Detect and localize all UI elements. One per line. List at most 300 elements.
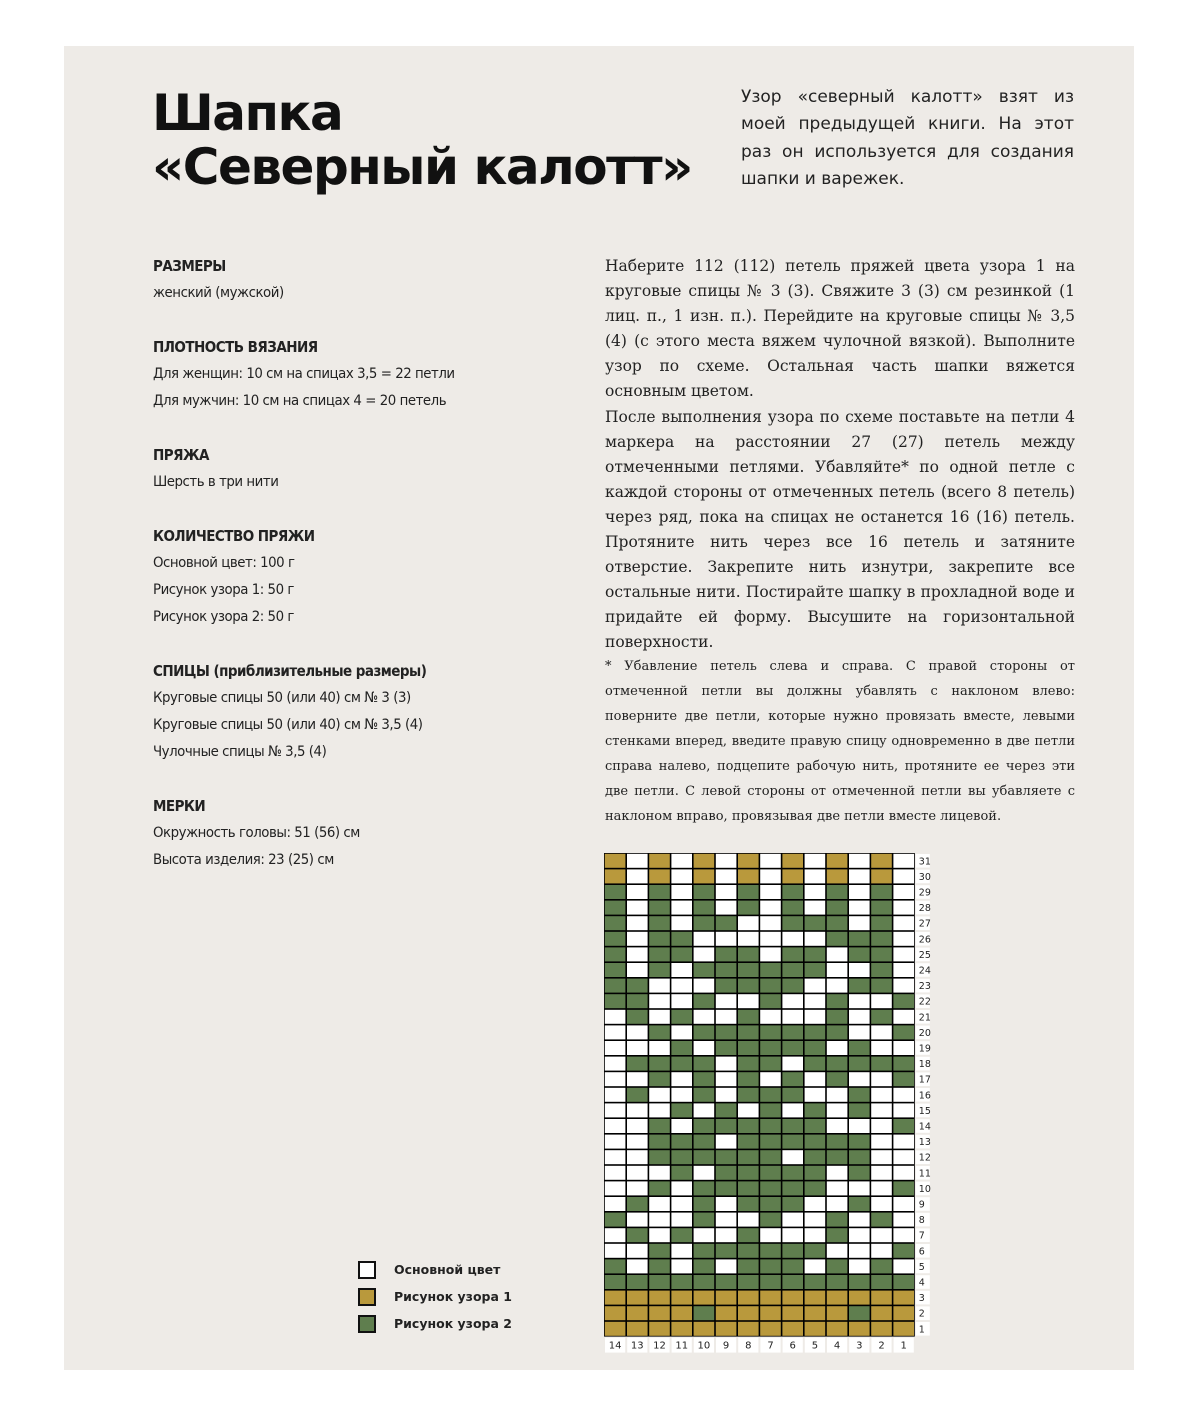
- chart-cell: [760, 1197, 781, 1211]
- chart-cell: [627, 963, 648, 977]
- chart-cell: [605, 979, 626, 993]
- chart-cell: [849, 1228, 870, 1242]
- chart-cell: [893, 1041, 914, 1055]
- chart-cell: [893, 1181, 914, 1195]
- chart-cell: [716, 932, 737, 946]
- column-number-label: 5: [811, 1340, 819, 1352]
- chart-cell: [782, 1150, 803, 1164]
- chart-cell: [605, 994, 626, 1008]
- chart-cell: [738, 1135, 759, 1149]
- chart-cell: [893, 1166, 914, 1180]
- chart-cell: [827, 947, 848, 961]
- chart-cell: [760, 1181, 781, 1195]
- chart-cell: [782, 1072, 803, 1086]
- chart-cell: [627, 1228, 648, 1242]
- chart-cell: [716, 1057, 737, 1071]
- chart-cell: [605, 1103, 626, 1117]
- chart-cell: [827, 979, 848, 993]
- chart-cell: [849, 1119, 870, 1133]
- chart-cell: [782, 1010, 803, 1024]
- chart-cell: [716, 1213, 737, 1227]
- chart-cell: [827, 1072, 848, 1086]
- chart-cell: [627, 1275, 648, 1289]
- chart-cell: [738, 932, 759, 946]
- chart-cell: [671, 1306, 692, 1320]
- chart-cell: [849, 1150, 870, 1164]
- chart-cell: [738, 1275, 759, 1289]
- chart-cell: [893, 947, 914, 961]
- column-number-label: 1: [900, 1340, 907, 1352]
- chart-cell: [605, 1088, 626, 1102]
- chart-cell: [805, 1259, 826, 1273]
- chart-cell: [782, 1119, 803, 1133]
- chart-cell: [827, 1181, 848, 1195]
- chart-cell: [605, 1181, 626, 1195]
- chart-cell: [694, 869, 715, 883]
- chart-cell: [760, 1150, 781, 1164]
- chart-cell: [738, 885, 759, 899]
- spec-line: Шерсть в три нити: [153, 474, 279, 490]
- chart-cell: [694, 1166, 715, 1180]
- chart-cell: [738, 1010, 759, 1024]
- chart-cell: [871, 1291, 892, 1305]
- chart-cell: [627, 1197, 648, 1211]
- spec-line: Для женщин: 10 см на спицах 3,5 = 22 петли: [153, 366, 455, 382]
- chart-cell: [827, 1119, 848, 1133]
- chart-cell: [716, 1041, 737, 1055]
- chart-cell: [760, 963, 781, 977]
- chart-cell: [782, 916, 803, 930]
- chart-cell: [849, 1291, 870, 1305]
- row-number-label: 19: [918, 1043, 931, 1055]
- legend-label: Рисунок узора 2: [394, 1316, 512, 1331]
- chart-cell: [716, 1259, 737, 1273]
- chart-cell: [671, 994, 692, 1008]
- chart-cell: [716, 1228, 737, 1242]
- chart-cell: [893, 1244, 914, 1258]
- chart-cell: [871, 1228, 892, 1242]
- chart-cell: [694, 1306, 715, 1320]
- legend-swatch-pattern-1: [358, 1288, 376, 1306]
- spec-yarn: [153, 442, 543, 496]
- chart-cell: [649, 1244, 670, 1258]
- chart-cell: [649, 979, 670, 993]
- chart-cell: [694, 1088, 715, 1102]
- row-number-label: 13: [918, 1137, 931, 1149]
- chart-cell: [805, 869, 826, 883]
- chart-cell: [760, 932, 781, 946]
- chart-cell: [649, 947, 670, 961]
- chart-cell: [893, 932, 914, 946]
- chart-cell: [760, 854, 781, 868]
- chart-cell: [627, 854, 648, 868]
- chart-cell: [760, 947, 781, 961]
- spec-heading: РАЗМЕРЫ: [153, 257, 226, 275]
- chart-cell: [716, 1275, 737, 1289]
- chart-cell: [671, 1057, 692, 1071]
- row-number-label: 9: [918, 1199, 925, 1211]
- row-number-label: 25: [918, 949, 931, 961]
- chart-cell: [671, 1088, 692, 1102]
- chart-cell: [738, 994, 759, 1008]
- chart-cell: [893, 1197, 914, 1211]
- chart-cell: [760, 901, 781, 915]
- chart-cell: [871, 854, 892, 868]
- chart-cell: [827, 1010, 848, 1024]
- legend-swatch-main-color: [358, 1261, 376, 1279]
- instructions-paragraph: После выполнения узора по схеме поставьте на петли 4 маркера на расстоянии 27 (27) петель между отмеченными петлями. Убавляйте* по одной петле с каждой стороны от отмеченных петель (всего 8 петель) через ряд, пока на спицах не останется 16 (16) петель. Протяните нить через все 16 петель и затяните отверстие. Закрепите нить изнутри, закрепите все остальные нити. Постирайте шапку в прохладной воде и придайте ей форму. Высушите на горизонтальной поверхности.: [605, 407, 1075, 652]
- chart-cell: [805, 1103, 826, 1117]
- column-number-label: 9: [722, 1340, 730, 1352]
- spec-line: Круговые спицы 50 (или 40) см № 3 (3): [153, 690, 411, 706]
- chart-cell: [871, 1322, 892, 1336]
- chart-cell: [671, 1166, 692, 1180]
- chart-cell: [849, 1103, 870, 1117]
- chart-cell: [805, 994, 826, 1008]
- row-number-label: 23: [918, 981, 931, 993]
- chart-cell: [782, 932, 803, 946]
- chart-cell: [716, 1197, 737, 1211]
- chart-cell: [849, 1181, 870, 1195]
- spec-line: Основной цвет: 100 г: [153, 555, 295, 571]
- chart-cell: [805, 1322, 826, 1336]
- chart-cell: [694, 901, 715, 915]
- chart-cell: [738, 1197, 759, 1211]
- chart-cell: [627, 1259, 648, 1273]
- chart-cell: [605, 1197, 626, 1211]
- row-number-label: 12: [918, 1152, 931, 1164]
- chart-cell: [627, 1025, 648, 1039]
- spec-heading: ПРЯЖА: [153, 446, 209, 464]
- row-number-label: 14: [918, 1121, 931, 1133]
- title-line-2: «Северный калотт»: [152, 138, 692, 196]
- chart-cell: [738, 1072, 759, 1086]
- spec-sizes: [153, 253, 543, 307]
- chart-cell: [849, 1010, 870, 1024]
- chart-cell: [605, 869, 626, 883]
- chart-cell: [805, 885, 826, 899]
- row-number-label: 1: [918, 1324, 925, 1336]
- chart-cell: [627, 979, 648, 993]
- chart-cell: [649, 1275, 670, 1289]
- chart-cell: [871, 979, 892, 993]
- chart-cell: [694, 916, 715, 930]
- chart-cell: [738, 1244, 759, 1258]
- chart-cell: [671, 1181, 692, 1195]
- legend-label: Основной цвет: [394, 1262, 501, 1277]
- chart-cell: [671, 979, 692, 993]
- chart-cell: [805, 916, 826, 930]
- chart-cell: [760, 1025, 781, 1039]
- chart-cell: [760, 1103, 781, 1117]
- row-number-label: 7: [918, 1230, 925, 1242]
- chart-cell: [782, 885, 803, 899]
- chart-cell: [649, 869, 670, 883]
- chart-cell: [782, 1213, 803, 1227]
- chart-cell: [782, 1197, 803, 1211]
- chart-cell: [893, 1306, 914, 1320]
- chart-cell: [805, 1072, 826, 1086]
- chart-cell: [782, 1088, 803, 1102]
- chart-cell: [871, 901, 892, 915]
- column-number-label: 7: [767, 1340, 774, 1352]
- chart-cell: [871, 1306, 892, 1320]
- chart-cell: [805, 1197, 826, 1211]
- spec-line: Рисунок узора 1: 50 г: [153, 582, 294, 598]
- chart-cell: [827, 1322, 848, 1336]
- chart-cell: [893, 916, 914, 930]
- chart-cell: [827, 1166, 848, 1180]
- chart-cell: [871, 1072, 892, 1086]
- chart-cell: [649, 1088, 670, 1102]
- chart-cell: [716, 916, 737, 930]
- chart-cell: [694, 932, 715, 946]
- chart-cell: [782, 947, 803, 961]
- chart-cell: [694, 1041, 715, 1055]
- row-number-label: 2: [918, 1308, 925, 1320]
- chart-cell: [671, 1275, 692, 1289]
- chart-cell: [871, 1057, 892, 1071]
- chart-cell: [694, 1057, 715, 1071]
- chart-cell: [782, 1135, 803, 1149]
- chart-cell: [649, 1259, 670, 1273]
- chart-cell: [716, 1306, 737, 1320]
- row-number-label: 4: [918, 1277, 925, 1289]
- chart-cell: [716, 1150, 737, 1164]
- chart-cell: [805, 932, 826, 946]
- chart-cell: [694, 1197, 715, 1211]
- chart-cell: [893, 1119, 914, 1133]
- chart-cell: [827, 1291, 848, 1305]
- chart-cell: [893, 1150, 914, 1164]
- chart-cell: [871, 1041, 892, 1055]
- chart-cell: [694, 1181, 715, 1195]
- chart-cell: [871, 1088, 892, 1102]
- chart-cell: [649, 1025, 670, 1039]
- chart-cell: [849, 1135, 870, 1149]
- chart-cell: [716, 854, 737, 868]
- chart-cell: [627, 1181, 648, 1195]
- chart-cell: [849, 1025, 870, 1039]
- chart-cell: [893, 1103, 914, 1117]
- row-number-label: 31: [918, 856, 931, 868]
- chart-cell: [805, 963, 826, 977]
- chart-cell: [805, 1025, 826, 1039]
- chart-cell: [738, 1228, 759, 1242]
- instructions: [605, 254, 1075, 656]
- chart-cell: [738, 1103, 759, 1117]
- chart-cell: [849, 1072, 870, 1086]
- chart-cell: [893, 1322, 914, 1336]
- chart-cell: [871, 994, 892, 1008]
- chart-cell: [805, 979, 826, 993]
- chart-cell: [716, 1025, 737, 1039]
- chart-cell: [649, 932, 670, 946]
- chart-cell: [782, 963, 803, 977]
- chart-cell: [849, 994, 870, 1008]
- spec-line: Круговые спицы 50 (или 40) см № 3,5 (4): [153, 717, 423, 733]
- chart-cell: [849, 1244, 870, 1258]
- chart-cell: [849, 869, 870, 883]
- chart-cell: [760, 979, 781, 993]
- chart-cell: [649, 1181, 670, 1195]
- column-number-label: 12: [653, 1340, 666, 1352]
- chart-cell: [760, 994, 781, 1008]
- spec-heading: КОЛИЧЕСТВО ПРЯЖИ: [153, 527, 315, 545]
- row-number-label: 17: [918, 1074, 931, 1086]
- chart-cell: [827, 1088, 848, 1102]
- spec-yarn-amount: [153, 523, 543, 631]
- chart-cell: [605, 932, 626, 946]
- chart-cell: [627, 1291, 648, 1305]
- chart-cell: [649, 1057, 670, 1071]
- chart-cell: [760, 1041, 781, 1055]
- chart-cell: [671, 1103, 692, 1117]
- chart-cell: [738, 1306, 759, 1320]
- column-number-label: 4: [833, 1340, 841, 1352]
- spec-needles: [153, 658, 543, 766]
- chart-cell: [871, 1135, 892, 1149]
- chart-cell: [694, 1291, 715, 1305]
- chart-cell: [649, 1306, 670, 1320]
- chart-cell: [671, 1197, 692, 1211]
- chart-cell: [827, 1150, 848, 1164]
- intro-text: Узор «северный калотт» взят из моей предыдущей книги. На этот раз он используется для создания шапки и варежек.: [741, 87, 1074, 189]
- chart-cell: [694, 1072, 715, 1086]
- chart-cell: [738, 1259, 759, 1273]
- chart-cell: [671, 963, 692, 977]
- chart-cell: [738, 947, 759, 961]
- chart-cell: [605, 1025, 626, 1039]
- chart-cell: [671, 1072, 692, 1086]
- chart-cell: [671, 1119, 692, 1133]
- chart-cell: [605, 963, 626, 977]
- chart-cell: [627, 1306, 648, 1320]
- chart-cell: [694, 1025, 715, 1039]
- chart-cell: [805, 1166, 826, 1180]
- chart-cell: [782, 1275, 803, 1289]
- row-number-label: 27: [918, 918, 931, 930]
- chart-cell: [671, 1322, 692, 1336]
- chart-cell: [849, 1275, 870, 1289]
- chart-cell: [849, 979, 870, 993]
- chart-cell: [649, 885, 670, 899]
- chart-cell: [671, 1213, 692, 1227]
- chart-cell: [627, 1166, 648, 1180]
- chart-cell: [649, 1228, 670, 1242]
- chart-cell: [805, 1119, 826, 1133]
- chart-cell: [671, 885, 692, 899]
- chart-cell: [738, 1088, 759, 1102]
- chart-cell: [649, 916, 670, 930]
- row-number-label: 5: [918, 1261, 925, 1273]
- chart-cell: [805, 901, 826, 915]
- chart-cell: [694, 979, 715, 993]
- chart-cell: [871, 1181, 892, 1195]
- chart-cell: [716, 1103, 737, 1117]
- chart-cell: [738, 1166, 759, 1180]
- row-number-label: 18: [918, 1059, 931, 1071]
- chart-cell: [605, 1135, 626, 1149]
- chart-cell: [649, 1072, 670, 1086]
- chart-cell: [871, 869, 892, 883]
- chart-cell: [605, 1306, 626, 1320]
- chart-cell: [694, 1135, 715, 1149]
- chart-cell: [760, 916, 781, 930]
- column-number-label: 10: [697, 1340, 711, 1352]
- chart-cell: [649, 1213, 670, 1227]
- chart-cell: [671, 947, 692, 961]
- chart-cell: [805, 1010, 826, 1024]
- spec-line: Рисунок узора 2: 50 г: [153, 609, 294, 625]
- chart-cell: [849, 1306, 870, 1320]
- chart-cell: [627, 901, 648, 915]
- chart-cell: [782, 994, 803, 1008]
- chart-cell: [760, 869, 781, 883]
- chart-cell: [649, 1119, 670, 1133]
- chart-cell: [671, 1010, 692, 1024]
- chart-cell: [871, 1213, 892, 1227]
- chart-cell: [805, 1181, 826, 1195]
- chart-cell: [893, 1010, 914, 1024]
- chart-cell: [827, 854, 848, 868]
- chart-cell: [760, 1259, 781, 1273]
- chart-cell: [827, 963, 848, 977]
- row-number-label: 22: [918, 996, 931, 1008]
- chart-cell: [605, 1057, 626, 1071]
- row-number-label: 20: [918, 1027, 931, 1039]
- chart-cell: [805, 947, 826, 961]
- chart-cell: [849, 854, 870, 868]
- row-number-label: 15: [918, 1105, 931, 1117]
- chart-cell: [805, 1275, 826, 1289]
- chart-cell: [649, 963, 670, 977]
- chart-cell: [893, 1213, 914, 1227]
- chart-cell: [871, 1197, 892, 1211]
- chart-cell: [782, 1103, 803, 1117]
- chart-cell: [827, 932, 848, 946]
- chart-cell: [738, 1041, 759, 1055]
- chart-cell: [671, 1041, 692, 1055]
- chart-cell: [782, 1057, 803, 1071]
- chart-cell: [716, 885, 737, 899]
- chart-cell: [893, 1072, 914, 1086]
- chart-cell: [716, 947, 737, 961]
- chart-cell: [893, 885, 914, 899]
- chart-cell: [738, 1213, 759, 1227]
- chart-cell: [627, 1244, 648, 1258]
- chart-cell: [827, 994, 848, 1008]
- instructions-paragraph: Наберите 112 (112) петель пряжей цвета узора 1 на круговые спицы № 3 (3). Свяжите 3 (3) см резинкой (1 лиц. п., 1 изн. п.). Перейдите на круговые спицы № 3,5 (4) (с этого места вяжем чулочной вязкой). Выполните узор по схеме. Остальная часть шапки вяжется основным цветом.: [605, 257, 1075, 401]
- chart-cell: [871, 1259, 892, 1273]
- chart-cell: [605, 1010, 626, 1024]
- chart-cell: [627, 1119, 648, 1133]
- chart-cell: [605, 1166, 626, 1180]
- chart-cell: [694, 1150, 715, 1164]
- spec-line: Окружность головы: 51 (56) см: [153, 825, 360, 841]
- chart-cell: [827, 1135, 848, 1149]
- chart-cell: [893, 1135, 914, 1149]
- column-number-label: 11: [675, 1340, 689, 1352]
- page-title: [152, 86, 692, 194]
- chart-cell: [627, 869, 648, 883]
- chart-cell: [871, 885, 892, 899]
- chart-cell: [605, 1213, 626, 1227]
- chart-cell: [605, 885, 626, 899]
- chart-cell: [893, 1088, 914, 1102]
- legend-label: Рисунок узора 1: [394, 1289, 512, 1304]
- spec-line: Для мужчин: 10 см на спицах 4 = 20 петель: [153, 393, 447, 409]
